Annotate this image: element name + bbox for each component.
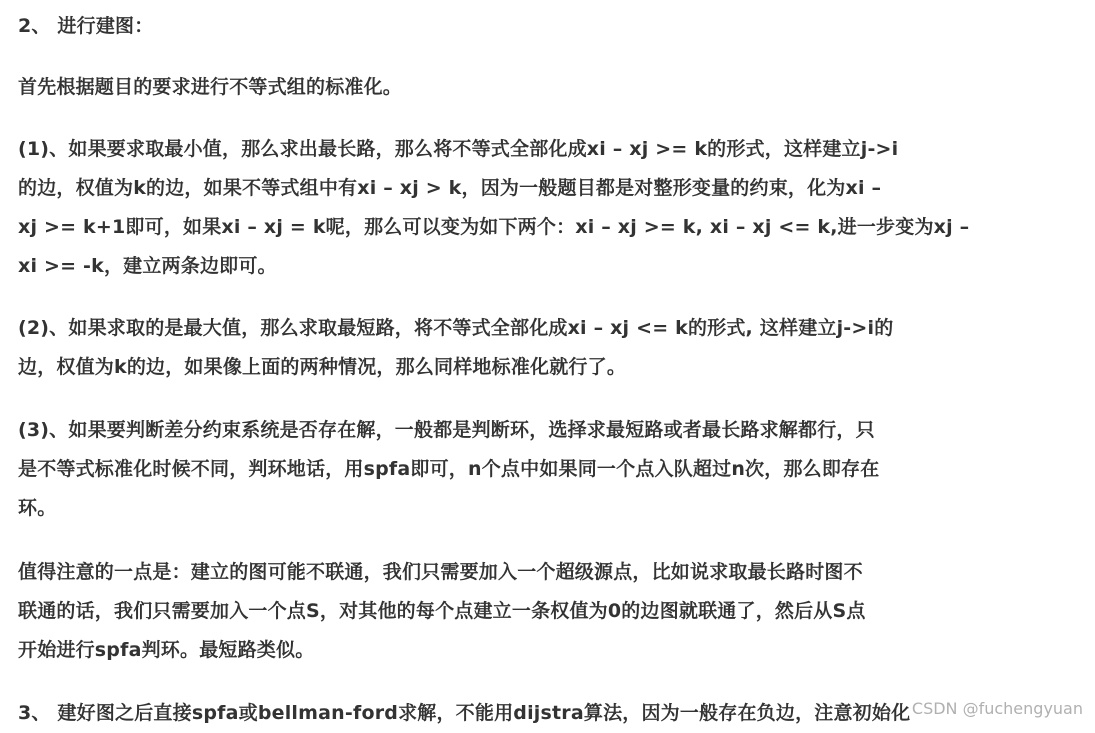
rule-1-line: xj >= k+1即可，如果xi – xj = k呢，那么可以变为如下两个：xi – xj >= k, xi – xj <= k,进一步变为xj – [18, 216, 970, 238]
rule-1-line: 的边，权值为k的边，如果不等式组中有xi – xj > k，因为一般题目都是对整形变量的约束，化为xi – [18, 177, 882, 199]
heading-3-text: 3、 建好图之后直接spfa或bellman-ford求解，不能用dijstra算法，因为一般存在负边，注意初始化 [18, 702, 911, 724]
note-line: 联通的话，我们只需要加入一个点S，对其他的每个点建立一条权值为0的边图就联通了，然后从S点 [18, 600, 866, 622]
rule-2-paragraph [18, 309, 893, 387]
rule-2-line: 边，权值为k的边，如果像上面的两种情况，那么同样地标准化就行了。 [18, 356, 627, 378]
rule-3-line: 是不等式标准化时候不同，判环地话，用spfa即可，n个点中如果同一个点入队超过n次，那么即存在 [18, 458, 880, 480]
rule-2-line: (2)、如果求取的是最大值，那么求取最短路，将不等式全部化成xi – xj <= k的形式, 这样建立j->i的 [18, 317, 894, 339]
note-paragraph [18, 553, 866, 670]
intro-paragraph [18, 68, 402, 107]
rule-1-line: xi >= -k，建立两条边即可。 [18, 255, 277, 277]
note-line: 开始进行spfa判环。最短路类似。 [18, 639, 315, 661]
note-line: 值得注意的一点是：建立的图可能不联通，我们只需要加入一个超级源点，比如说求取最长路时图不 [18, 561, 863, 583]
section-heading-2 [18, 7, 153, 46]
heading-text: 2、 进行建图： [18, 15, 154, 37]
rule-3-paragraph [18, 411, 879, 528]
intro-text: 首先根据题目的要求进行不等式组的标准化。 [18, 76, 403, 98]
rule-1-paragraph [18, 130, 969, 286]
rule-3-line: 环。 [18, 497, 57, 519]
rule-3-line: (3)、如果要判断差分约束系统是否存在解，一般都是判断环，选择求最短路或者最长路求解都行，只 [18, 419, 875, 441]
section-heading-3 [18, 694, 910, 733]
csdn-watermark: CSDN @fuchengyuan [911, 699, 1083, 718]
rule-1-line: (1)、如果要求取最小值，那么求出最长路，那么将不等式全部化成xi – xj >= k的形式，这样建立j->i [18, 138, 899, 160]
